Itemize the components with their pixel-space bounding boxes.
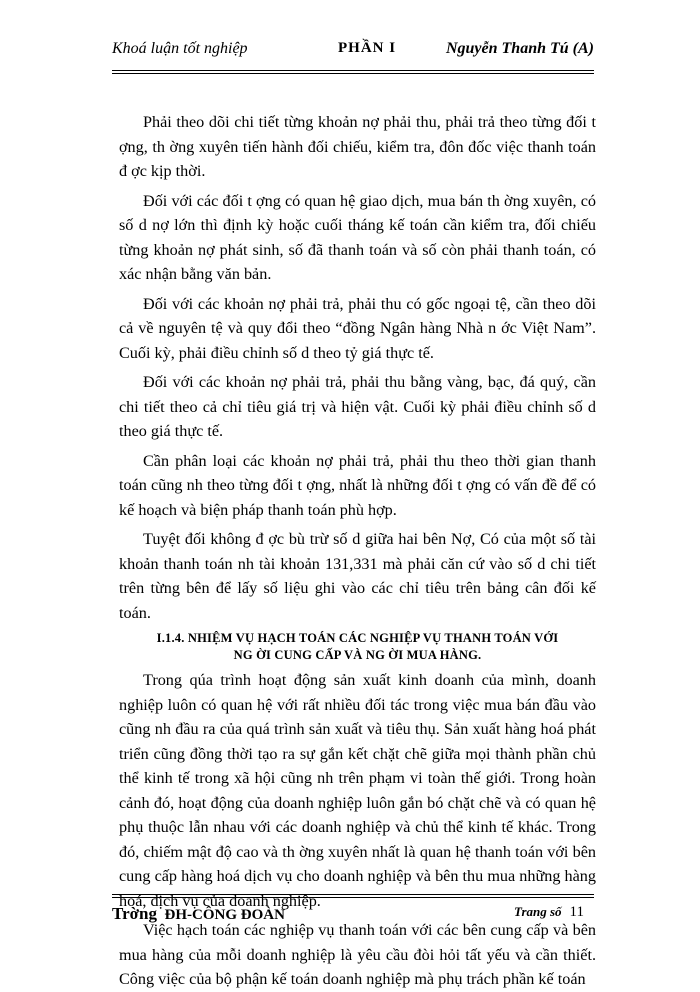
footer-rule	[112, 894, 594, 895]
paragraph: Cần phân loại các khoản nợ phải trả, phải thu theo thời gian thanh toán cũng nh theo từng đối t ợng, nhất là những đối t ợng có vấn đề để có kế hoạch và biện pháp thanh toán phù hợp.	[119, 451, 596, 519]
header-section: PHẦN I	[338, 40, 397, 56]
section-heading-line: I.1.4. NHIỆM VỤ HẠCH TOÁN CÁC NGHIỆP VỤ THANH TOÁN VỚI	[156, 631, 559, 645]
paragraph: Trong qúa trình hoạt động sản xuất kinh doanh của mình, doanh nghiệp luôn có quan hệ với rất nhiều đối tác trong việc mua bán đầu vào cũng nh đầu ra của quá trình sản xuất và tiêu thụ. Sản xuất hàng hoá phát triển cũng đồng thời tạo ra sự gắn kết chặt chẽ giữa mọi thành phần chủ thể kinh tế trong xã hội cũng nh trên phạm vi toàn thế giới. Trong hoàn cảnh đó, hoạt động của doanh nghiệp luôn gắn bó chặt chẽ và có quan hệ phụ thuộc lẫn nhau với các doanh nghiệp và chủ thể kinh tế khác. Trong đó, chiếm mật độ cao và th ờng xuyên nhất là quan hệ thanh toán với bên cung cấp hàng hoá dịch vụ cho doanh nghiệp và bên thu mua những hàng hoá, dịch vụ của doanh nghiệp.	[119, 671, 596, 910]
paragraph: Việc hạch toán các nghiệp vụ thanh toán với các bên cung cấp và bên mua hàng của mỗi doanh nghiệp là yêu cầu đòi hỏi tất yếu và cần thiết. Công việc của bộ phận kế toán doanh nghiệp mà phụ trách phần kế toán	[119, 921, 596, 988]
paragraph: Đối với các khoản nợ phải trả, phải thu có gốc ngoại tệ, cần theo dõi cả về nguyên tệ và quy đổi theo “đồng Ngân hàng Nhà n ớc Việt Nam”. Cuối kỳ, phải điều chỉnh số d theo tỷ giá thực tế.	[119, 294, 596, 362]
header-rule-thin	[112, 73, 594, 74]
page-number: 11	[569, 904, 584, 920]
footer-page	[514, 904, 584, 921]
footer-rule-thin	[112, 897, 594, 898]
paragraph: Tuyệt đối không đ ợc bù trừ số d giữa hai bên Nợ, Có của một số tài khoản thanh toán nh tài khoản 131,331 mà phải căn cứ vào số d chi tiết trên từng bên để lấy số liệu ghi vào các chỉ tiêu trên bảng cân đối kế toán.	[119, 530, 596, 622]
footer-school-prefix-rest: ờng	[129, 904, 157, 923]
header-author: Nguyễn Thanh Tú (A)	[445, 40, 594, 57]
section-heading	[119, 630, 596, 664]
footer-page-label: Trang số	[513, 904, 562, 919]
page-footer	[112, 894, 594, 944]
header-rule	[112, 70, 594, 71]
paragraph: Đối với các đối t ợng có quan hệ giao dịch, mua bán th ờng xuyên, có số d nợ lớn thì định kỳ hoặc cuối tháng kế toán cần kiểm tra, đối chiếu từng khoản nợ phát sinh, số đã thanh toán và số còn phải thanh toán, có xác nhận bằng văn bản.	[119, 191, 596, 283]
footer-school-prefix: Tr	[112, 904, 130, 923]
header-thesis-title: Khoá luận tốt nghiệp	[112, 40, 248, 57]
paragraph: Đối với các khoản nợ phải trả, phải thu bằng vàng, bạc, đá quý, cần chi tiết theo cả chỉ tiêu giá trị và hiện vật. Cuối kỳ phải điều chỉnh số d theo giá thực tế.	[119, 373, 596, 440]
paragraph: Phải theo dõi chi tiết từng khoản nợ phải thu, phải trả theo từng đối t ợng, th ờng xuyên tiến hành đối chiếu, kiểm tra, đôn đốc việc thanh toán đ ợc kịp thời.	[119, 113, 596, 180]
section-heading-line: NG ỜI CUNG CẤP VÀ NG ỜI MUA HÀNG.	[233, 648, 482, 662]
body-text	[119, 110, 596, 992]
footer-school	[112, 904, 285, 924]
footer-school-name: ĐH-CÔNG ĐOÀN	[164, 907, 285, 923]
page-header	[112, 34, 594, 74]
